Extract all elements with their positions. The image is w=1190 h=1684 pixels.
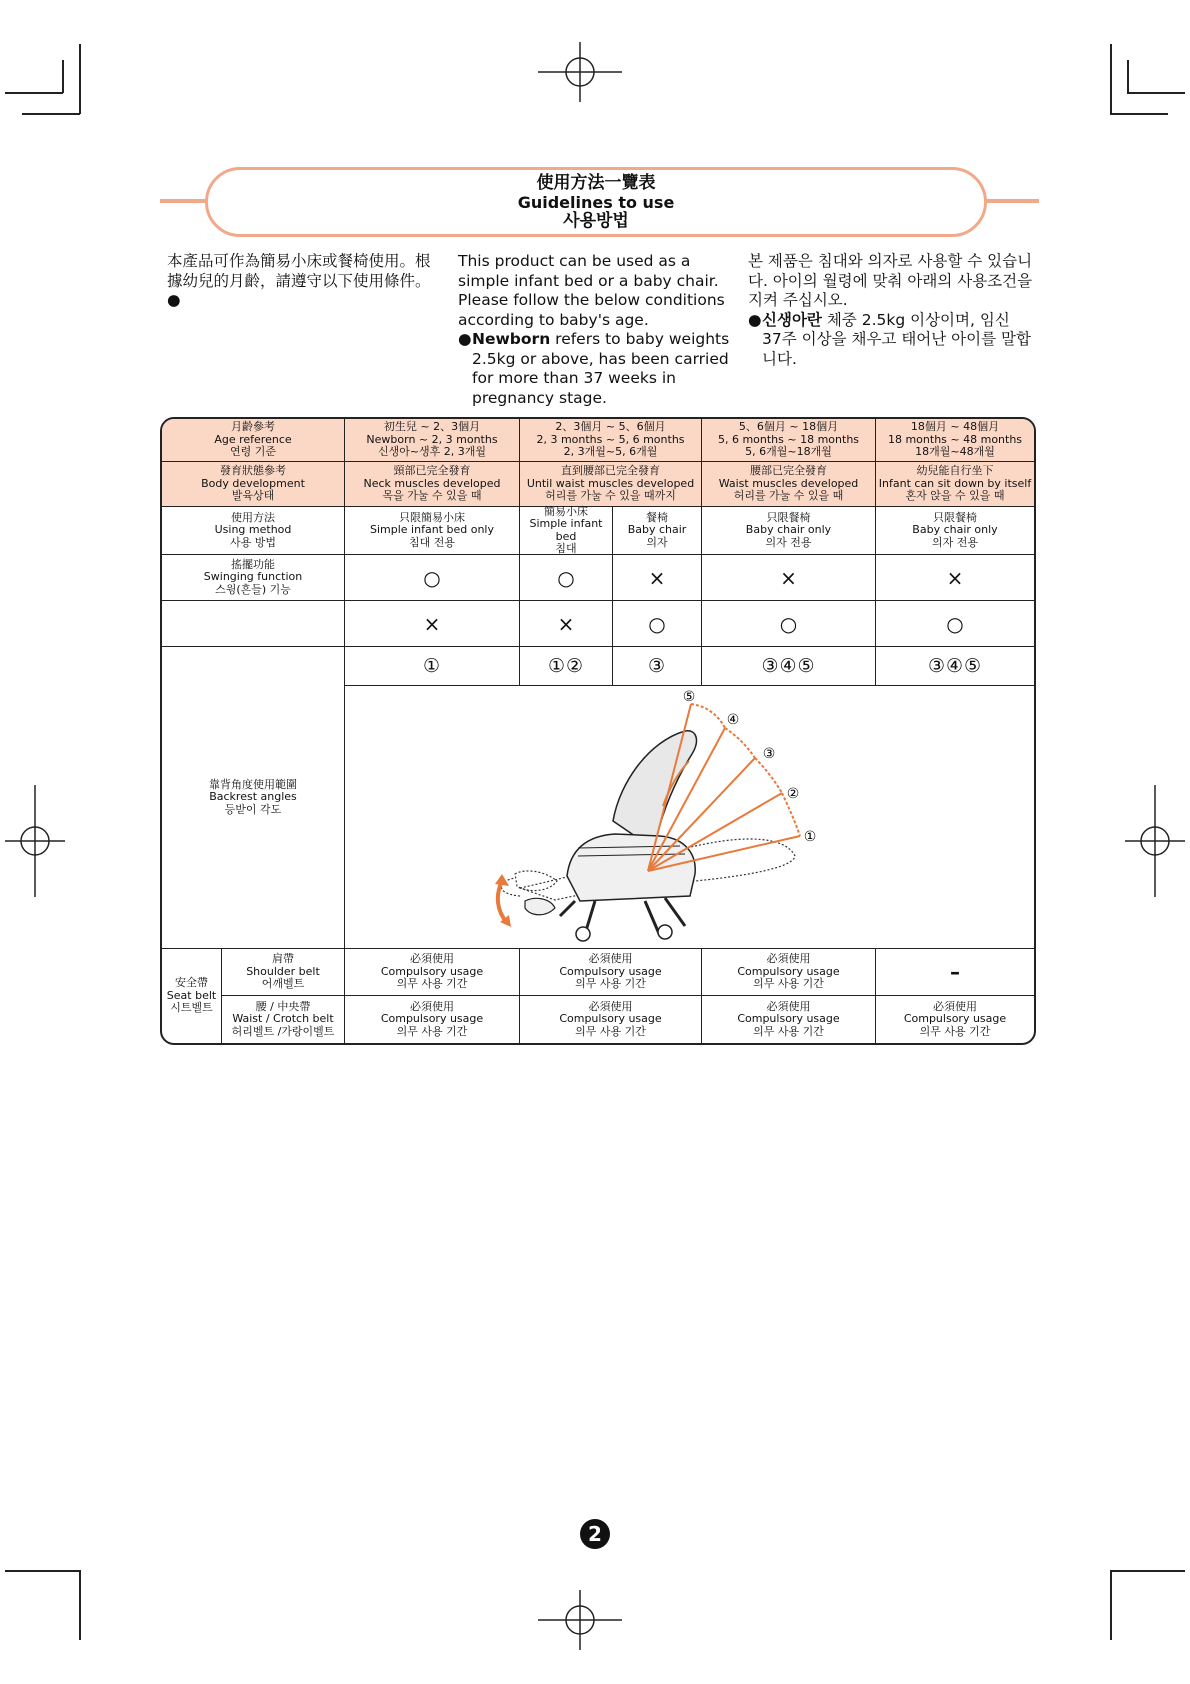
waist-col-4: 必須使用 Compulsory usage 의무 사용 기간 bbox=[903, 999, 1007, 1038]
shoulder-col-3: 必須使用 Compulsory usage 의무 사용 기간 bbox=[702, 949, 876, 996]
intro-ko-text: 본 제품은 침대와 의자로 사용할 수 있습니다. 아이의 월령에 맞춰 아래의 사용조건을 지켜 주십시오. bbox=[748, 252, 1033, 309]
intro-en-text: This product can be used as a simple infant bed or a baby chair. Please follow the below conditions according to baby's age. bbox=[458, 252, 725, 329]
shoulder-col-2: 必須使用 Compulsory usage 의무 사용 기간 bbox=[520, 949, 702, 996]
title-en: Guidelines to use bbox=[517, 193, 675, 212]
positions-col-4: ③④⑤ bbox=[876, 647, 1034, 686]
angle-label-1: ① bbox=[803, 829, 817, 845]
age-reference-label: 月齡參考 Age reference 연령 기준 bbox=[162, 419, 345, 462]
waist-col-3: 必須使用 Compulsory usage 의무 사용 기간 bbox=[702, 996, 876, 1043]
newborn-definition-ko-end: 말합니다. bbox=[762, 330, 1031, 368]
method-col-2a: 簡易小床 Simple infant bed 침대 bbox=[520, 507, 613, 555]
seat-belt-label: 安全帶 Seat belt 시트벨트 bbox=[162, 949, 222, 1043]
shoulder-belt-label: 肩帶 Shoulder belt 어깨벨트 bbox=[222, 949, 345, 996]
age-col-2: 2、3個月 ~ 5、6個月 2, 3 months ~ 5, 6 months 2, 3개월~5, 6개월 bbox=[520, 419, 702, 462]
registration-mark-top bbox=[538, 42, 622, 102]
title-zh: 使用方法一覽表 bbox=[536, 173, 656, 193]
body-col-2: 直到腰部已完全發育 Until waist muscles developed 허리를 가눌 수 있을 때까지 bbox=[520, 462, 702, 507]
registration-mark-left bbox=[5, 785, 65, 897]
using-method-label: 使用方法 Using method 사용 방법 bbox=[162, 507, 345, 555]
positions-col-1: ① bbox=[345, 647, 520, 686]
positions-col-3: ③④⑤ bbox=[702, 647, 876, 686]
row5-col-2a: × bbox=[520, 601, 613, 647]
age-col-4: 18個月 ~ 48個月 18 months ~ 48 months 18개월~48개월 bbox=[876, 419, 1034, 462]
angle-label-4: ④ bbox=[726, 712, 740, 728]
intro-zh-bullet: ● bbox=[167, 291, 181, 309]
row5-col-4: ○ bbox=[876, 601, 1034, 647]
age-col-1: 初生兒 ~ 2、3個月 Newborn ~ 2, 3 months 신생아~생후 2, 3개월 bbox=[345, 419, 520, 462]
newborn-term-ko: 신생아란 bbox=[762, 310, 822, 329]
intro-en bbox=[458, 252, 733, 408]
method-col-2b: 餐椅 Baby chair 의자 bbox=[613, 507, 702, 555]
chair-diagram bbox=[345, 686, 1034, 949]
angle-label-3: ③ bbox=[762, 746, 776, 762]
intro-zh bbox=[167, 252, 442, 311]
method-col-1: 只限簡易小床 Simple infant bed only 침대 전용 bbox=[345, 507, 520, 555]
swing-col-1: ○ bbox=[345, 555, 520, 601]
intro-en-bullet bbox=[458, 330, 733, 408]
positions-col-2b: ③ bbox=[613, 647, 702, 686]
method-col-4: 只限餐椅 Baby chair only 의자 전용 bbox=[876, 507, 1034, 555]
intro-zh-text: 本產品可作為簡易小床或餐椅使用。根據幼兒的月齡，請遵守以下使用條件。 bbox=[167, 252, 431, 290]
newborn-definition-ko: 체중 2.5kg 이상이며, 임신 37주 이상을 채우고 태어난 아이를 bbox=[762, 310, 1010, 348]
title-ko: 사용방법 bbox=[563, 211, 629, 231]
registration-mark-bottom bbox=[538, 1590, 622, 1650]
row5-label bbox=[162, 601, 345, 647]
swing-col-2b: × bbox=[613, 555, 702, 601]
shoulder-col-4: – bbox=[876, 949, 1034, 996]
bullet-icon: ● bbox=[458, 330, 472, 348]
bullet-icon: ● bbox=[748, 310, 762, 329]
swinging-function-label: 搖擺功能 Swinging function 스윙(흔들) 기능 bbox=[162, 555, 345, 601]
row5-col-3: ○ bbox=[702, 601, 876, 647]
shoulder-col-1: 必須使用 Compulsory usage 의무 사용 기간 bbox=[345, 949, 520, 996]
method-col-3: 只限餐椅 Baby chair only 의자 전용 bbox=[702, 507, 876, 555]
age-col-3: 5、6個月 ~ 18個月 5, 6 months ~ 18 months 5, 6개월~18개월 bbox=[702, 419, 876, 462]
waist-crotch-belt-label: 腰 / 中央帶 Waist / Crotch belt 허리벨트 /가랑이벨트 bbox=[222, 996, 345, 1043]
newborn-term: Newborn bbox=[472, 330, 551, 348]
registration-mark-right bbox=[1125, 785, 1185, 897]
swing-col-2a: ○ bbox=[520, 555, 613, 601]
body-col-1: 頸部已完全發育 Neck muscles developed 목을 가눌 수 있을 때 bbox=[345, 462, 520, 507]
backrest-angles-label: 靠背角度使用範圍 Backrest angles 등받이 각도 bbox=[162, 647, 345, 949]
usage-table bbox=[160, 417, 1036, 1045]
row5-col-1: × bbox=[345, 601, 520, 647]
positions-col-2a: ①② bbox=[520, 647, 613, 686]
page-title bbox=[205, 167, 987, 237]
body-col-4: 幼兒能自行坐下 Infant can sit down by itself 혼자 앉을 수 있을 때 bbox=[876, 462, 1034, 507]
swing-col-3: × bbox=[702, 555, 876, 601]
page-number: 2 bbox=[580, 1519, 610, 1549]
row5-col-2b: ○ bbox=[613, 601, 702, 647]
intro-ko-bullet bbox=[748, 311, 1033, 370]
backrest-illustration bbox=[345, 686, 1034, 949]
body-col-3: 腰部已完全發育 Waist muscles developed 허리를 가눌 수 있을 때 bbox=[702, 462, 876, 507]
angle-label-5: ⑤ bbox=[682, 689, 696, 705]
waist-col-2: 必須使用 Compulsory usage 의무 사용 기간 bbox=[520, 996, 702, 1043]
body-development-label: 發育狀態參考 Body development 발육상태 bbox=[162, 462, 345, 507]
intro-ko bbox=[748, 252, 1033, 369]
newborn-definition: refers to baby weights 2.5kg or above, has been carried for more than 37 weeks in pregnancy stage. bbox=[472, 330, 730, 407]
angle-label-2: ② bbox=[786, 786, 800, 802]
waist-col-1: 必須使用 Compulsory usage 의무 사용 기간 bbox=[345, 996, 520, 1043]
swing-col-4: × bbox=[876, 555, 1034, 601]
